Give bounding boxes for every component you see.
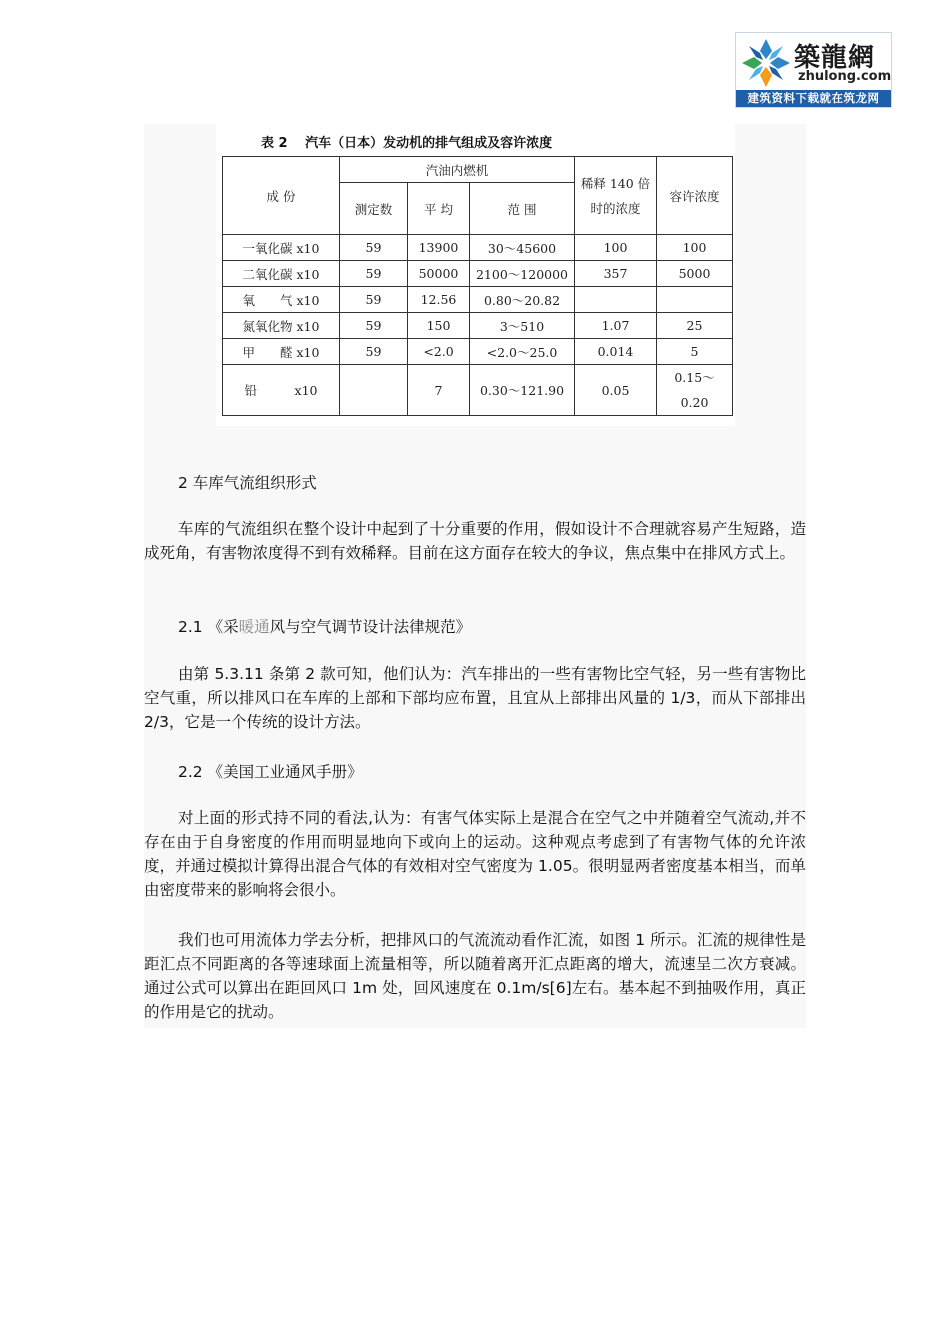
- section-heading-2-2: 2.2 《美国工业通风手册》: [178, 763, 363, 781]
- row-allow: 25: [657, 313, 733, 339]
- row-range: 2100～120000: [470, 261, 575, 287]
- row-count: 59: [340, 235, 408, 261]
- table-row: [223, 313, 733, 339]
- row-dilution: 0.014: [575, 339, 657, 365]
- paragraph-1: 车库的气流组织在整个设计中起到了十分重要的作用，假如设计不合理就容易产生短路，造成死角，有害物浓度得不到有效稀释。目前在这方面存在较大的争议，焦点集中在排风方式上。: [144, 520, 806, 562]
- row-count: 59: [340, 339, 408, 365]
- header-component: 成 份: [223, 157, 340, 235]
- header-dilution: 稀释 140 倍时的浓度: [575, 157, 657, 235]
- row-count: 59: [340, 287, 408, 313]
- header-average: 平 均: [408, 183, 470, 235]
- row-name: 氧 气 x10: [223, 287, 340, 313]
- row-avg: 13900: [408, 235, 470, 261]
- row-avg: 150: [408, 313, 470, 339]
- logo-domain: zhulong.com: [798, 69, 892, 84]
- paragraph-4: 我们也可用流体力学去分析，把排风口的气流流动看作汇流，如图 1 所示。汇流的规律性是距汇点不同距离的各等速球面上流量相等，所以随着离开汇点距离的增大，流速呈二次方衰减。通过公式可以算出在距回风口 1m 处，回风速度在 0.1m/s[6]左右。基本起不到抽吸作用，真正的作用是它的扰动。: [144, 931, 806, 1021]
- header-range: 范 围: [470, 183, 575, 235]
- row-name: 甲 醛 x10: [223, 339, 340, 365]
- header-count: 测定数: [340, 183, 408, 235]
- row-allow: [657, 287, 733, 313]
- row-avg: 12.56: [408, 287, 470, 313]
- row-dilution: 1.07: [575, 313, 657, 339]
- logo-name: 築龍網: [794, 43, 876, 73]
- row-dilution: 100: [575, 235, 657, 261]
- paragraph-3: 对上面的形式持不同的看法,认为：有害气体实际上是混合在空气之中并随着空气流动,并不存在由于自身密度的作用而明显地向下或向上的运动。这种观点考虑到了有害物气体的允许浓度，并通过模拟计算得出混合气体的有效相对空气密度为 1.05。很明显两者密度基本相当，而单由密度带来的影响将会很小。: [144, 809, 806, 899]
- row-range: 0.30～121.90: [470, 365, 575, 416]
- table-row: [223, 365, 733, 416]
- zhulong-logo[interactable]: [735, 32, 892, 108]
- table-row: [223, 287, 733, 313]
- row-avg: 7: [408, 365, 470, 416]
- row-name: 铅 x10: [223, 365, 340, 416]
- row-count: 59: [340, 313, 408, 339]
- exhaust-table-figure: [216, 124, 735, 426]
- row-count: [340, 365, 408, 416]
- table-row: [223, 235, 733, 261]
- row-allow: 5000: [657, 261, 733, 287]
- row-avg: 50000: [408, 261, 470, 287]
- exhaust-composition-table: [222, 156, 733, 416]
- section-heading-2-1: [178, 615, 471, 637]
- row-allow: 0.15～0.20: [657, 365, 733, 416]
- table-title: 表 2 汽车（日本）发动机的排气组成及容许浓度: [261, 136, 553, 151]
- row-allow: 100: [657, 235, 733, 261]
- heading-part-faint: 暖通: [238, 618, 270, 636]
- logo-slogan: 建筑资料下载就在筑龙网: [736, 90, 891, 107]
- row-avg: <2.0: [408, 339, 470, 365]
- row-name: 一氧化碳 x10: [223, 235, 340, 261]
- row-name: 氮氧化物 x10: [223, 313, 340, 339]
- table-row: [223, 261, 733, 287]
- row-name: 二氧化碳 x10: [223, 261, 340, 287]
- row-range: 30～45600: [470, 235, 575, 261]
- heading-part: 风与空气调节设计法律规范》: [269, 618, 472, 636]
- row-dilution: 357: [575, 261, 657, 287]
- row-dilution: 0.05: [575, 365, 657, 416]
- snowflake-logo-icon: [739, 36, 793, 90]
- paragraph-2: 由第 5.3.11 条第 2 款可知，他们认为：汽车排出的一些有害物比空气轻，另一些有害物比空气重，所以排风口在车库的上部和下部均应布置，且宜从上部排出风量的 1/3，而从下部排出 2/3，它是一个传统的设计方法。: [144, 665, 806, 731]
- heading-part: 2.1 《采: [178, 618, 239, 636]
- table-row: [223, 339, 733, 365]
- header-gasoline-engine: 汽油内燃机: [340, 157, 575, 183]
- row-range: 0.80～20.82: [470, 287, 575, 313]
- row-dilution: [575, 287, 657, 313]
- row-allow: 5: [657, 339, 733, 365]
- row-range: <2.0～25.0: [470, 339, 575, 365]
- row-count: 59: [340, 261, 408, 287]
- row-range: 3～510: [470, 313, 575, 339]
- section-heading-2: 2 车库气流组织形式: [178, 474, 317, 492]
- header-allowable: 容许浓度: [657, 157, 733, 235]
